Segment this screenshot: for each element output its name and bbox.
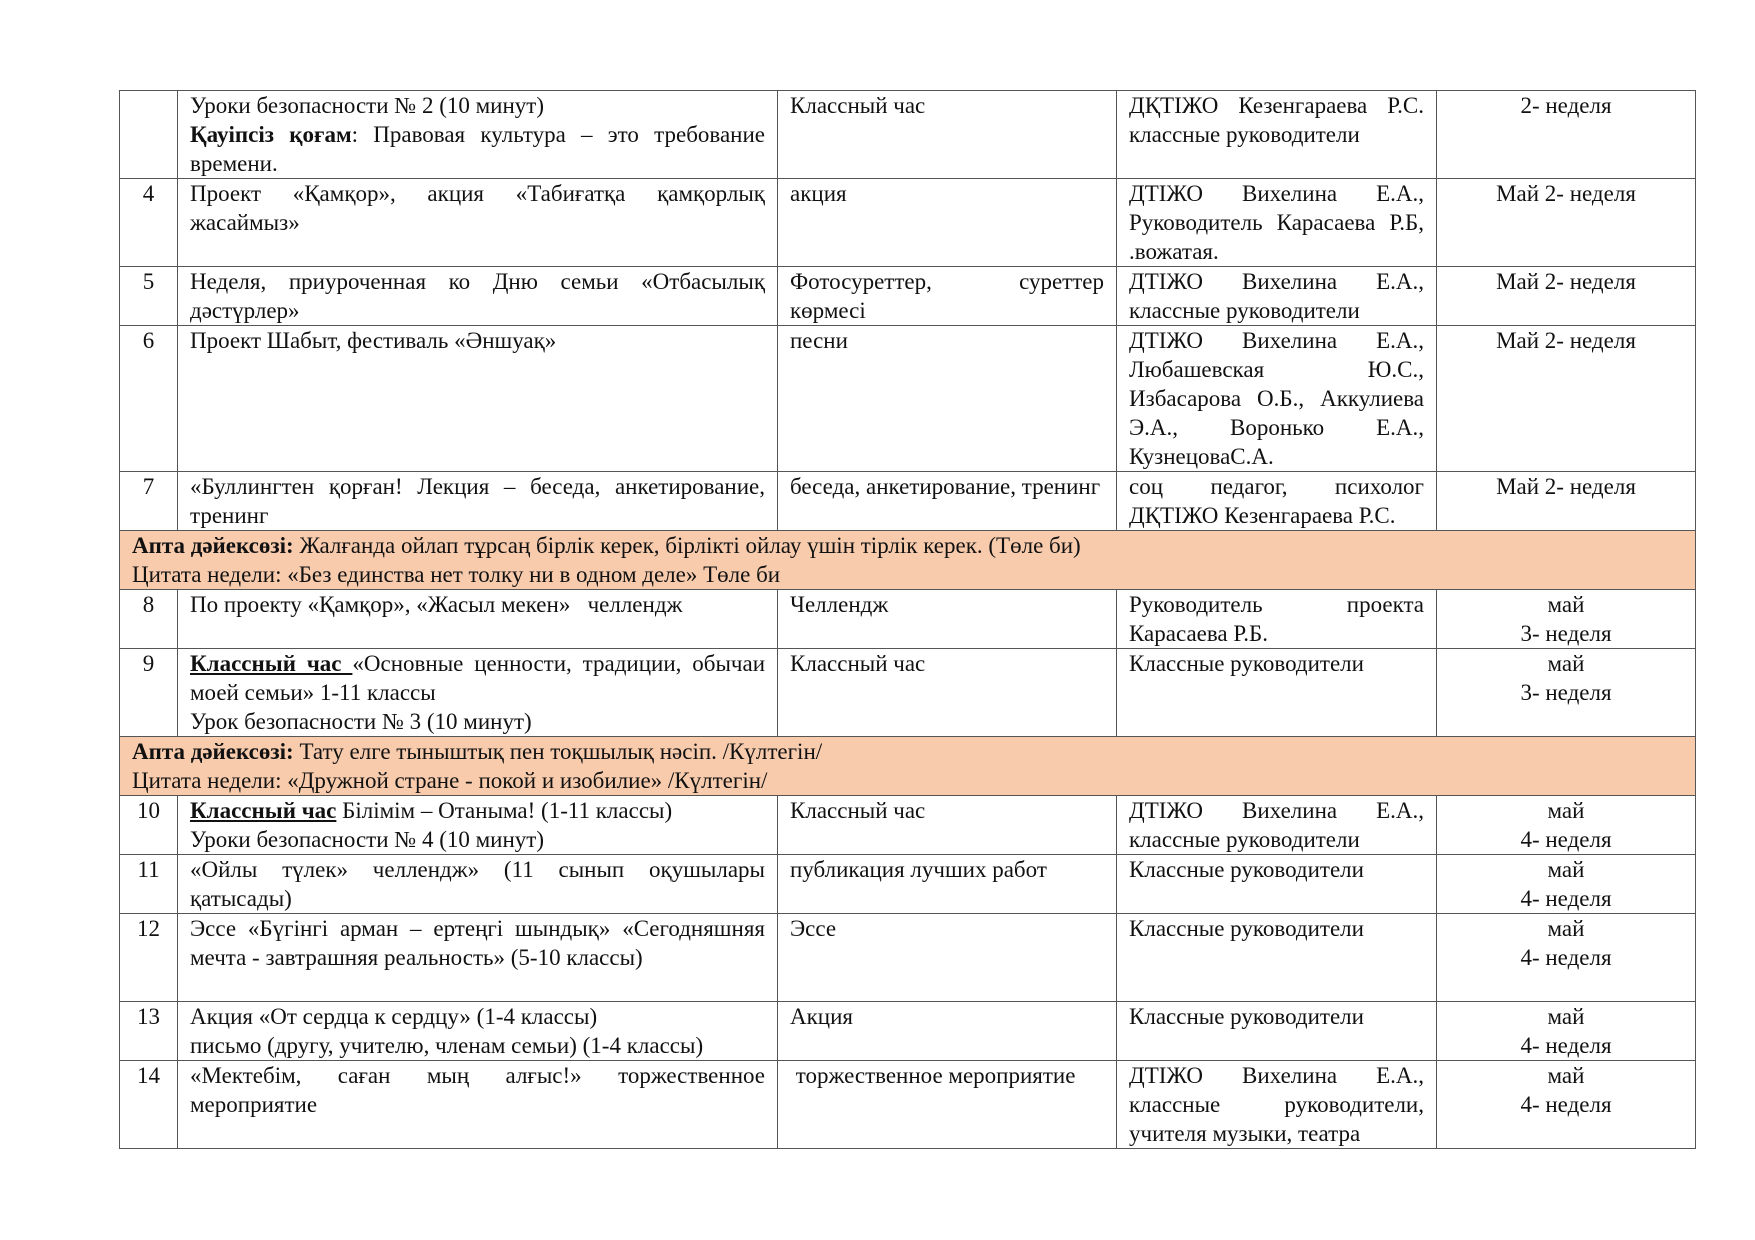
plan-table <box>119 90 1696 1149</box>
row-number: 10 <box>120 796 178 855</box>
quote-kz: Тату елге тыныштық пен тоқшылық нәсіп. /Күлтегін/ <box>293 739 823 764</box>
event-line: Акция «От сердца к сердцу» (1-4 классы) <box>190 1004 598 1029</box>
event-cell <box>178 1002 778 1061</box>
form-cell: Эссе <box>778 914 1117 1002</box>
responsible-cell: Руководитель проекта Карасаева Р.Б. <box>1117 590 1437 649</box>
table-row <box>120 914 1696 1002</box>
responsible-cell: Классные руководители <box>1117 649 1437 737</box>
row-number: 8 <box>120 590 178 649</box>
quote-cell <box>120 531 1696 590</box>
table-row <box>120 796 1696 855</box>
event-text: Білімім – Отаныма! (1-11 классы) <box>336 798 673 823</box>
date-cell <box>1437 1002 1696 1061</box>
row-number: 6 <box>120 326 178 472</box>
responsible-cell: Классные руководители <box>1117 855 1437 914</box>
table-row <box>120 1002 1696 1061</box>
event-line: Урок безопасности № 3 (10 минут) <box>190 709 532 734</box>
event-cell: Проект «Қамқор», акция «Табиғатқа қамқорлық жасаймыз» <box>178 179 778 267</box>
date-month: май <box>1547 651 1585 676</box>
date-cell <box>1437 914 1696 1002</box>
event-cell: Проект Шабыт, фестиваль «Әншуақ» <box>178 326 778 472</box>
event-cell <box>178 796 778 855</box>
form-cell: Челлендж <box>778 590 1117 649</box>
date-cell: 2- неделя <box>1437 91 1696 179</box>
event-text: «Основные ценности, традиции, обычаи моей семьи» 1-11 классы <box>190 651 765 705</box>
row-number: 13 <box>120 1002 178 1061</box>
quote-row <box>120 531 1696 590</box>
form-cell: Фотосуреттер, суреттер көрмесі <box>778 267 1117 326</box>
date-cell: Май 2- неделя <box>1437 326 1696 472</box>
date-month: май <box>1547 798 1585 823</box>
date-week: 4- неделя <box>1520 945 1612 970</box>
row-number: 4 <box>120 179 178 267</box>
event-bold-lead: Классный час <box>190 651 353 676</box>
table-row <box>120 1061 1696 1149</box>
row-number: 5 <box>120 267 178 326</box>
event-cell: «Мектебім, саған мың алғыс!» торжественное мероприятие <box>178 1061 778 1149</box>
quote-row <box>120 737 1696 796</box>
date-week: 4- неделя <box>1520 1092 1612 1117</box>
date-cell <box>1437 590 1696 649</box>
date-week: 3- неделя <box>1520 680 1612 705</box>
form-cell: акция <box>778 179 1117 267</box>
table-row <box>120 326 1696 472</box>
event-bold-lead: Қауіпсіз қоғам <box>190 122 352 147</box>
event-cell: Неделя, приуроченная ко Дню семьи «Отбасылық дәстүрлер» <box>178 267 778 326</box>
row-number: 12 <box>120 914 178 1002</box>
responsible-cell: ДТІЖО Вихелина Е.А., классные руководители <box>1117 796 1437 855</box>
event-cell: «Буллингтен қорған! Лекция – беседа, анкетирование, тренинг <box>178 472 778 531</box>
date-month: май <box>1547 916 1585 941</box>
row-number <box>120 91 178 179</box>
row-number: 7 <box>120 472 178 531</box>
quote-kz: Жалғанда ойлап тұрсаң бірлік керек, бірлікті ойлау үшін тірлік керек. (Төле би) <box>293 533 1081 558</box>
quote-ru: Цитата недели: «Без единства нет толку ни в одном деле» Төле би <box>132 562 781 587</box>
event-cell <box>178 91 778 179</box>
date-cell: Май 2- неделя <box>1437 179 1696 267</box>
form-cell: Классный час <box>778 91 1117 179</box>
responsible-cell: ДТІЖО Вихелина Е.А., Руководитель Карасаева Р.Б, .вожатая. <box>1117 179 1437 267</box>
form-cell: песни <box>778 326 1117 472</box>
form-cell: публикация лучших работ <box>778 855 1117 914</box>
quote-ru: Цитата недели: «Дружной стране - покой и изобилие» /Күлтегін/ <box>132 768 768 793</box>
date-month: май <box>1547 857 1585 882</box>
event-line: Уроки безопасности № 2 (10 минут) <box>190 93 544 118</box>
date-week: 4- неделя <box>1520 886 1612 911</box>
date-week: 4- неделя <box>1520 1033 1612 1058</box>
responsible-cell: Классные руководители <box>1117 1002 1437 1061</box>
date-week: 4- неделя <box>1520 827 1612 852</box>
responsible-cell: ДТІЖО Вихелина Е.А., классные руководители <box>1117 267 1437 326</box>
responsible-cell: ДТІЖО Вихелина Е.А., Любашевская Ю.С., Избасарова О.Б., Аккулиева Э.А., Воронько Е.А., КузнецоваС.А. <box>1117 326 1437 472</box>
event-cell: «Ойлы түлек» челлендж» (11 сынып оқушылары қатысады) <box>178 855 778 914</box>
date-cell <box>1437 855 1696 914</box>
quote-label: Апта дәйексөзі: <box>132 533 294 558</box>
row-number: 9 <box>120 649 178 737</box>
date-cell <box>1437 796 1696 855</box>
event-cell: По проекту «Қамқор», «Жасыл мекен» челлендж <box>178 590 778 649</box>
form-cell: беседа, анкетирование, тренинг <box>778 472 1117 531</box>
form-cell: Классный час <box>778 796 1117 855</box>
date-cell <box>1437 649 1696 737</box>
quote-cell <box>120 737 1696 796</box>
date-month: май <box>1547 592 1585 617</box>
date-week: 3- неделя <box>1520 621 1612 646</box>
responsible-cell: соц педагог, психолог ДҚТІЖО Кезенгараева Р.С. <box>1117 472 1437 531</box>
date-cell: Май 2- неделя <box>1437 472 1696 531</box>
table-row <box>120 472 1696 531</box>
table-row <box>120 590 1696 649</box>
event-bold-lead: Классный час <box>190 798 337 823</box>
row-number: 11 <box>120 855 178 914</box>
date-month: май <box>1547 1004 1585 1029</box>
table-row <box>120 855 1696 914</box>
table-row <box>120 91 1696 179</box>
quote-label: Апта дәйексөзі: <box>132 739 294 764</box>
table-row <box>120 267 1696 326</box>
responsible-cell: ДТІЖО Вихелина Е.А., классные руководители, учителя музыки, театра <box>1117 1061 1437 1149</box>
event-line: письмо (другу, учителю, членам семьи) (1-4 классы) <box>190 1033 704 1058</box>
table-row <box>120 179 1696 267</box>
event-text: : Правовая культура – это требование времени. <box>190 122 766 176</box>
form-cell: Классный час <box>778 649 1117 737</box>
date-month: май <box>1547 1063 1585 1088</box>
event-cell: Эссе «Бүгінгі арман – ертеңгі шындық» «Сегодняшняя мечта - завтрашняя реальность» (5-10 классы) <box>178 914 778 1002</box>
table-row <box>120 649 1696 737</box>
form-cell: торжественное мероприятие <box>778 1061 1117 1149</box>
form-cell: Акция <box>778 1002 1117 1061</box>
row-number: 14 <box>120 1061 178 1149</box>
event-line: Уроки безопасности № 4 (10 минут) <box>190 827 544 852</box>
event-cell <box>178 649 778 737</box>
responsible-cell: ДҚТІЖО Кезенгараева Р.С. классные руководители <box>1117 91 1437 179</box>
date-cell <box>1437 1061 1696 1149</box>
date-cell: Май 2- неделя <box>1437 267 1696 326</box>
responsible-cell: Классные руководители <box>1117 914 1437 1002</box>
